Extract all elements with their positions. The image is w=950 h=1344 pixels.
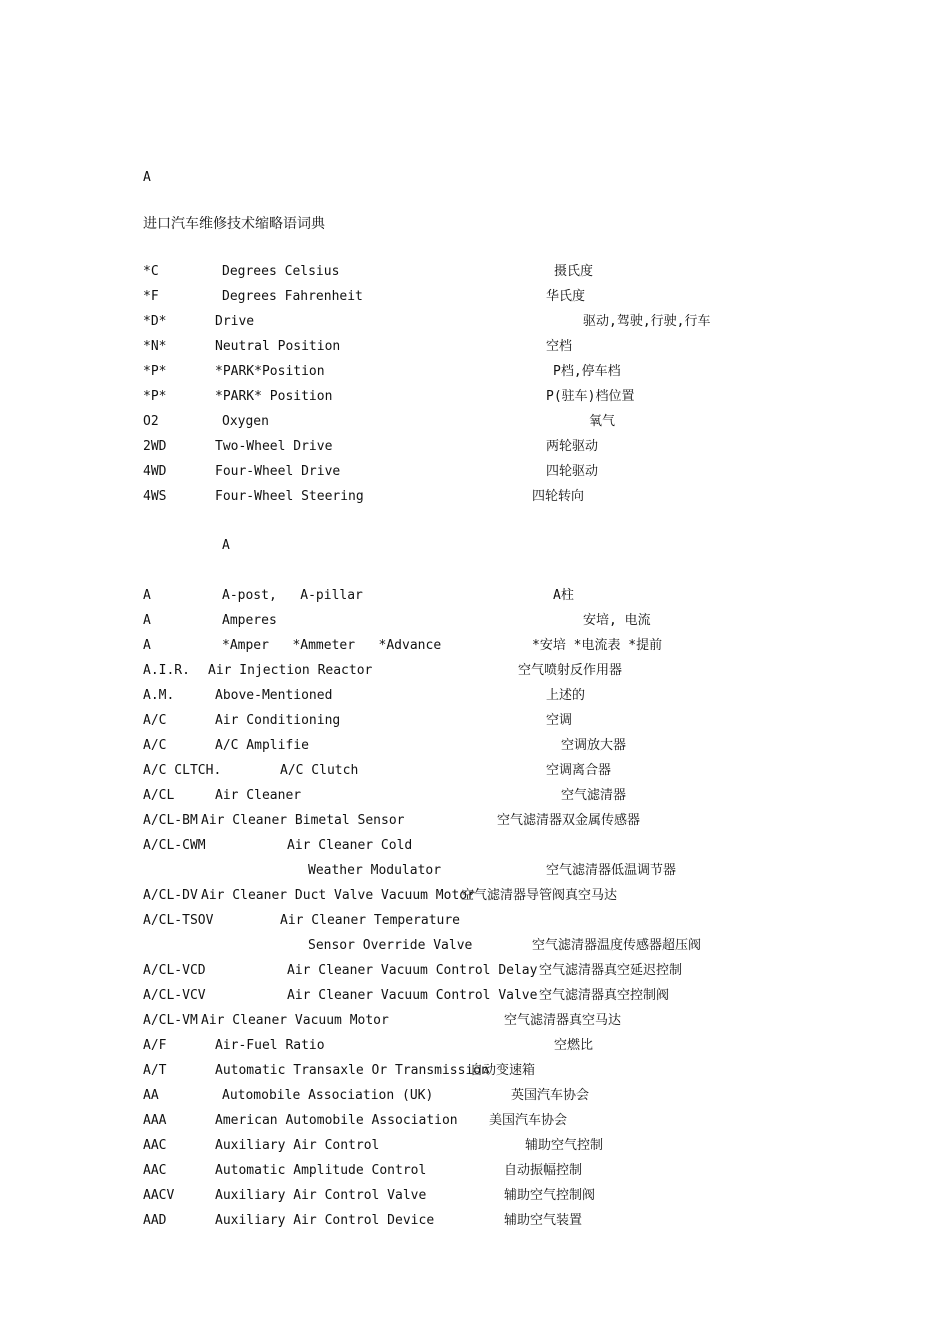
entry-english: Air Cleaner Temperature: [280, 913, 461, 928]
entry-english: Oxygen: [222, 414, 269, 429]
entry-abbreviation: *P*: [143, 364, 167, 379]
entry-chinese: 上述的: [546, 688, 586, 703]
entry-chinese: 氧气: [589, 414, 616, 429]
entry-abbreviation: A.M.: [143, 688, 175, 703]
entry-abbreviation: 2WD: [143, 439, 167, 454]
entry-chinese: 空气滤清器低温调节器: [546, 863, 677, 878]
entry-abbreviation: AAC: [143, 1163, 167, 1178]
entry-chinese: P档,停车档: [553, 364, 621, 379]
entry-chinese: 四轮转向: [532, 489, 585, 504]
entry-abbreviation: *P*: [143, 389, 167, 404]
entry-english: Above-Mentioned: [215, 688, 333, 703]
header-letter: A: [143, 170, 151, 185]
entry-abbreviation: A/CL-TSOV: [143, 913, 214, 928]
entry-abbreviation: AAD: [143, 1213, 167, 1228]
entry-abbreviation: A: [143, 638, 151, 653]
entry-chinese: 自动振幅控制: [504, 1163, 583, 1178]
entry-chinese: 摄氏度: [554, 264, 594, 279]
entry-chinese: 空气滤清器温度传感器超压阀: [532, 938, 702, 953]
entry-abbreviation: *F: [143, 289, 159, 304]
entry-chinese: 空燃比: [554, 1038, 594, 1053]
entry-english: A/C Clutch: [280, 763, 359, 778]
entry-english: *Amper *Ammeter *Advance: [222, 638, 442, 653]
entry-chinese: 辅助空气控制: [525, 1138, 604, 1153]
entry-english: Air Injection Reactor: [208, 663, 373, 678]
entry-chinese: 空气滤清器双金属传感器: [497, 813, 641, 828]
entry-abbreviation: O2: [143, 414, 159, 429]
entry-abbreviation: A/F: [143, 1038, 167, 1053]
entry-chinese: 英国汽车协会: [511, 1088, 590, 1103]
entry-abbreviation: 4WD: [143, 464, 167, 479]
entry-abbreviation: A.I.R.: [143, 663, 190, 678]
entry-chinese: 辅助空气装置: [504, 1213, 583, 1228]
entry-chinese: 空气喷射反作用器: [518, 663, 623, 678]
entry-english: Degrees Fahrenheit: [222, 289, 363, 304]
entry-english: Air Cleaner Cold: [287, 838, 413, 853]
entry-abbreviation: A/CL-DV: [143, 888, 198, 903]
entry-chinese: 驱动,驾驶,行驶,行车: [583, 314, 711, 329]
entry-abbreviation: A/CL-VCV: [143, 988, 206, 1003]
entry-abbreviation: A/CL-CWM: [143, 838, 206, 853]
entry-english: Drive: [215, 314, 255, 329]
entry-english: Amperes: [222, 613, 277, 628]
entry-abbreviation: 4WS: [143, 489, 167, 504]
entry-english: Auxiliary Air Control Valve: [215, 1188, 427, 1203]
entry-english: Neutral Position: [215, 339, 341, 354]
entry-abbreviation: A/CL-VM: [143, 1013, 198, 1028]
entry-chinese: 空气滤清器真空马达: [504, 1013, 622, 1028]
entry-english: Air Cleaner Bimetal Sensor: [201, 813, 405, 828]
entry-english: Air Cleaner: [215, 788, 302, 803]
entry-chinese: 美国汽车协会: [489, 1113, 568, 1128]
entry-chinese: 空调放大器: [561, 738, 627, 753]
entry-english: Two-Wheel Drive: [215, 439, 333, 454]
entry-english: Weather Modulator: [308, 863, 442, 878]
entry-abbreviation: A/C: [143, 738, 167, 753]
entry-chinese: 辅助空气控制阀: [504, 1188, 596, 1203]
entry-english: Four-Wheel Steering: [215, 489, 364, 504]
entry-chinese: P(驻车)档位置: [546, 389, 635, 404]
entry-english: Automatic Transaxle Or Transmission: [215, 1063, 489, 1078]
entry-english: A-post, A-pillar: [222, 588, 363, 603]
entry-english: Air Cleaner Vacuum Motor: [201, 1013, 389, 1028]
entry-abbreviation: AA: [143, 1088, 159, 1103]
entry-abbreviation: A/T: [143, 1063, 167, 1078]
entry-chinese: 空档: [546, 339, 573, 354]
entry-abbreviation: AAA: [143, 1113, 167, 1128]
entry-chinese: 空调离合器: [546, 763, 612, 778]
entry-chinese: *安培 *电流表 *提前: [532, 638, 663, 653]
entry-english: Air Conditioning: [215, 713, 341, 728]
entry-chinese: 两轮驱动: [546, 439, 599, 454]
entry-abbreviation: *C: [143, 264, 159, 279]
entry-chinese: A柱: [553, 588, 574, 603]
entry-english: Air Cleaner Vacuum Control Delay: [287, 963, 538, 978]
document-title: 进口汽车维修技术缩略语词典: [143, 216, 325, 232]
entry-english: Air-Fuel Ratio: [215, 1038, 325, 1053]
entry-english: *PARK*Position: [215, 364, 325, 379]
entry-english: Automobile Association (UK): [222, 1088, 434, 1103]
entry-chinese: 自动变速箱: [470, 1063, 536, 1078]
entry-abbreviation: A/C CLTCH.: [143, 763, 222, 778]
entry-english: *PARK* Position: [215, 389, 333, 404]
entry-english: Air Cleaner Vacuum Control Valve: [287, 988, 538, 1003]
entry-chinese: 华氏度: [546, 289, 586, 304]
entry-chinese: 空调: [546, 713, 573, 728]
entry-abbreviation: A: [143, 588, 151, 603]
entry-english: Auxiliary Air Control: [215, 1138, 380, 1153]
entry-abbreviation: A/CL-VCD: [143, 963, 206, 978]
entry-chinese: 安培, 电流: [583, 613, 651, 628]
entry-chinese: 空气滤清器真空控制阀: [539, 988, 670, 1003]
entry-abbreviation: *N*: [143, 339, 167, 354]
entry-abbreviation: *D*: [143, 314, 167, 329]
entry-chinese: 空气滤清器导管阀真空马达: [461, 888, 618, 903]
entry-abbreviation: AAC: [143, 1138, 167, 1153]
entry-english: Four-Wheel Drive: [215, 464, 341, 479]
entry-abbreviation: A: [143, 613, 151, 628]
entry-english: Air Cleaner Duct Valve Vacuum Motor: [201, 888, 475, 903]
entry-english: A/C Amplifie: [215, 738, 309, 753]
entry-abbreviation: A/CL-BM: [143, 813, 198, 828]
entry-chinese: 空气滤清器: [561, 788, 627, 803]
entry-chinese: 空气滤清器真空延迟控制: [539, 963, 683, 978]
entry-english: American Automobile Association: [215, 1113, 458, 1128]
entry-abbreviation: A/C: [143, 713, 167, 728]
entry-english: Auxiliary Air Control Device: [215, 1213, 435, 1228]
section-letter: A: [222, 538, 230, 553]
entry-abbreviation: AACV: [143, 1188, 175, 1203]
entry-english: Automatic Amplitude Control: [215, 1163, 427, 1178]
entry-abbreviation: A/CL: [143, 788, 175, 803]
entry-english: Degrees Celsius: [222, 264, 340, 279]
entry-english: Sensor Override Valve: [308, 938, 473, 953]
entry-chinese: 四轮驱动: [546, 464, 599, 479]
